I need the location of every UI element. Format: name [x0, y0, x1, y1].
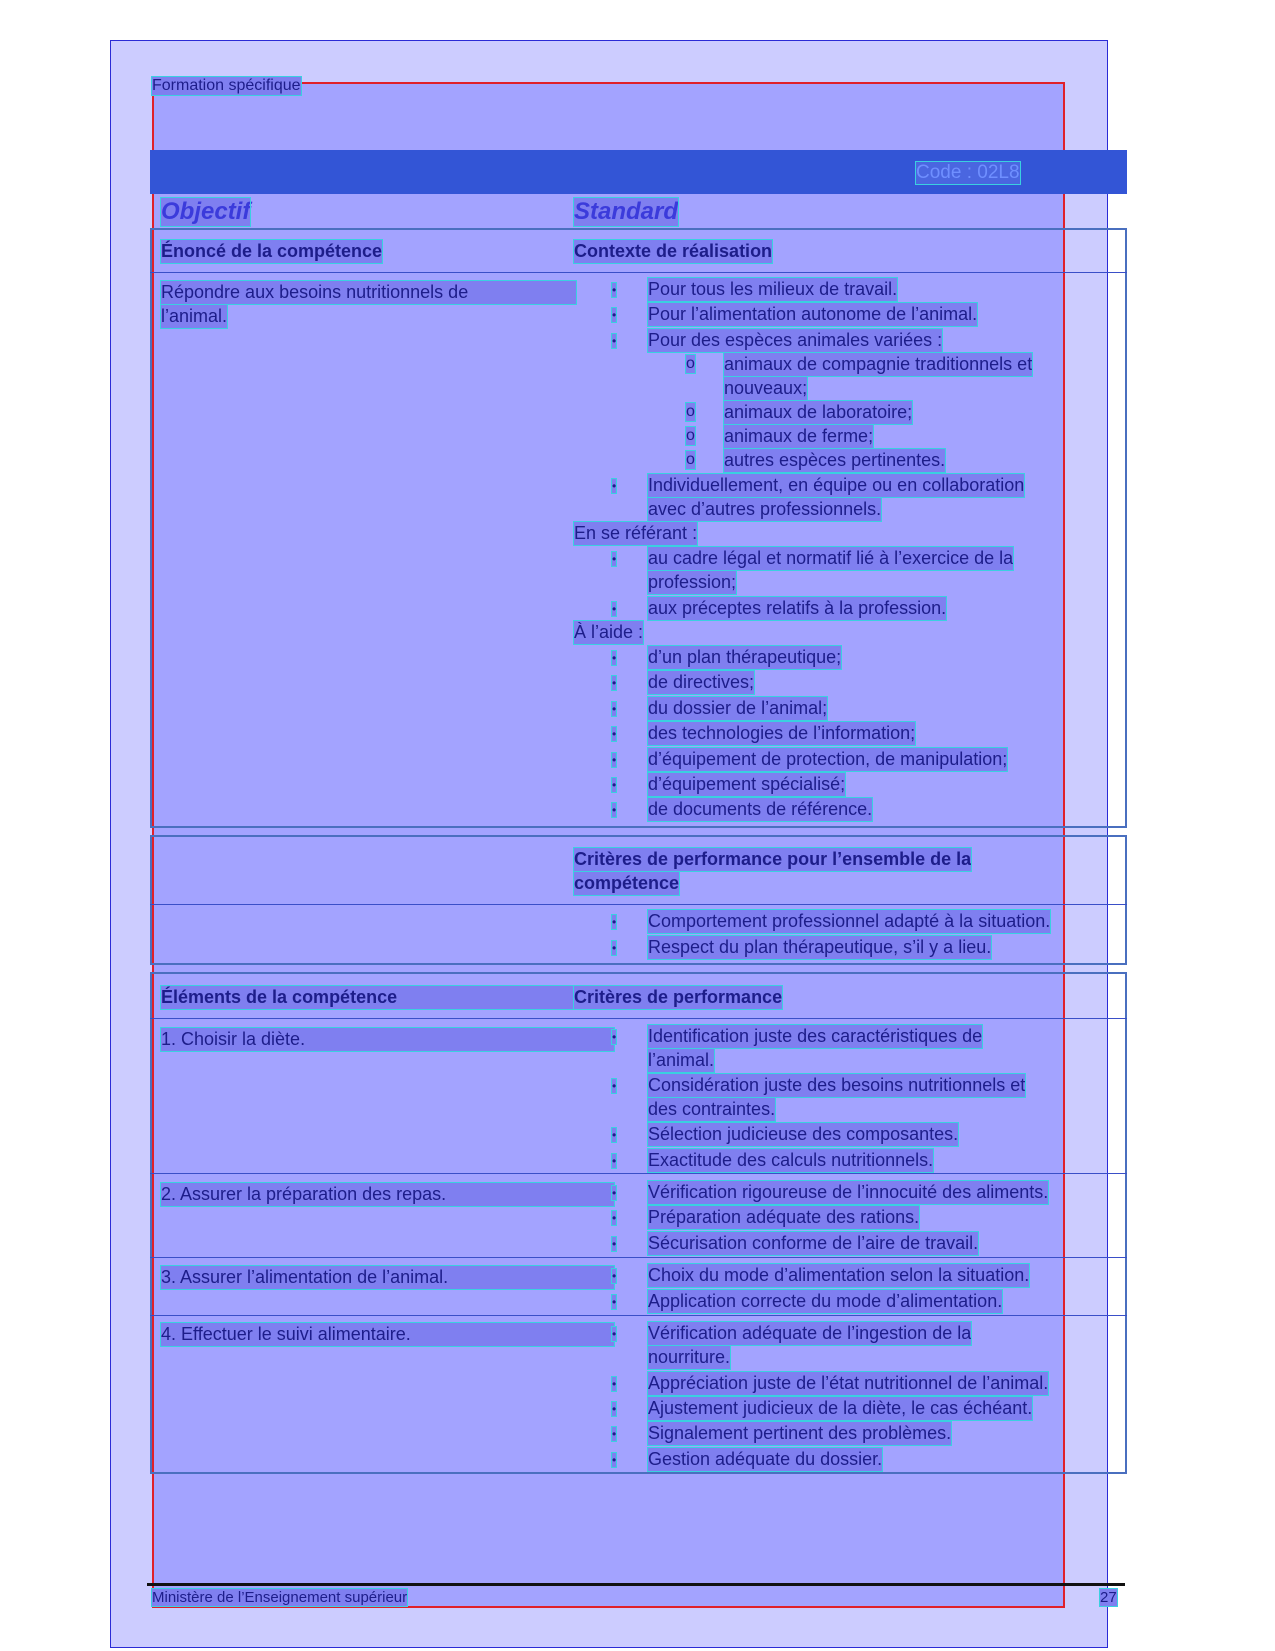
element-2-label: 2. Assurer la préparation des repas. [161, 1183, 614, 1206]
element-criterion-marker: • [612, 1128, 617, 1142]
element-criterion-marker: • [612, 1186, 617, 1200]
element-criterion-text: Gestion adéquate du dossier. [648, 1449, 883, 1469]
page-number: 27 [1100, 1589, 1117, 1606]
element-criterion-marker: • [612, 1079, 617, 1093]
context-item-text: d’un plan thérapeutique; [648, 647, 842, 667]
element-criterion-marker: • [612, 1269, 617, 1283]
context-item-text: des technologies de l’information; [648, 723, 916, 743]
context-item-marker: • [612, 308, 617, 322]
context-item-text: Individuellement, en équipe ou en collaboration [648, 475, 1025, 495]
global-criteria-heading-1: Critères de performance pour l’ensemble de la [574, 849, 972, 869]
context-item-marker: • [612, 778, 617, 792]
element-criterion-text: Considération juste des besoins nutritionnels et [648, 1075, 1026, 1095]
global-criteria-rule [150, 904, 1127, 905]
elements-header-rule [150, 1018, 1127, 1019]
context-item-marker: o [686, 451, 695, 468]
context-item-text: de documents de référence. [648, 799, 873, 819]
element-criterion-marker: • [612, 1402, 617, 1416]
element-criterion-text: Choix du mode d’alimentation selon la situation. [648, 1265, 1030, 1285]
context-item-marker: • [612, 651, 617, 665]
element-rule-1 [150, 1173, 1127, 1174]
element-criterion-text: Appréciation juste de l’état nutritionnel de l’animal. [648, 1373, 1049, 1393]
context-item-text: avec d’autres professionnels. [648, 499, 882, 519]
element-criterion-text: des contraintes. [648, 1099, 776, 1119]
context-item-text: aux préceptes relatifs à la profession. [648, 598, 947, 618]
element-3-label: 3. Assurer l’alimentation de l’animal. [161, 1266, 614, 1289]
context-item-text: En se référant : [574, 523, 698, 543]
context-item-marker: • [612, 552, 617, 566]
element-criterion-marker: • [612, 1237, 617, 1251]
element-criterion-text: Vérification adéquate de l’ingestion de la [648, 1323, 972, 1343]
statement-heading: Énoncé de la compétence [161, 241, 383, 261]
statement-line-2: l’animal. [161, 306, 228, 326]
context-item-text: animaux de laboratoire; [724, 402, 913, 422]
context-item-text: À l’aide : [574, 622, 644, 642]
element-criterion-text: Ajustement judicieux de la diète, le cas échéant. [648, 1398, 1033, 1418]
context-item-marker: • [612, 676, 617, 690]
global-criteria-heading-2: compétence [574, 873, 680, 893]
global-criterion-text: Respect du plan thérapeutique, s’il y a lieu. [648, 937, 992, 957]
context-item-text: Pour l’alimentation autonome de l’animal. [648, 304, 978, 324]
element-criterion-text: Application correcte du mode d’alimentation. [648, 1291, 1003, 1311]
element-1-label: 1. Choisir la diète. [161, 1028, 614, 1051]
element-criterion-marker: • [612, 1211, 617, 1225]
element-4-label: 4. Effectuer le suivi alimentaire. [161, 1323, 614, 1346]
element-criterion-marker: • [612, 1377, 617, 1391]
context-item-text: Pour tous les milieux de travail. [648, 279, 898, 299]
context-item-marker: • [612, 753, 617, 767]
element-criterion-marker: • [612, 1154, 617, 1168]
competence-header-rule [150, 272, 1127, 273]
global-criterion-marker: • [612, 915, 617, 929]
criteria-heading: Critères de performance [574, 987, 783, 1007]
element-criterion-text: Signalement pertinent des problèmes. [648, 1423, 952, 1443]
element-criterion-text: Vérification rigoureuse de l’innocuité des aliments. [648, 1182, 1049, 1202]
element-criterion-text: Préparation adéquate des rations. [648, 1207, 920, 1227]
header-title: Formation spécifique [152, 77, 301, 94]
context-item-text: animaux de compagnie traditionnels et [724, 354, 1033, 374]
context-item-marker: o [686, 427, 695, 444]
context-item-text: de directives; [648, 672, 755, 692]
element-criterion-text: Identification juste des caractéristiques de [648, 1026, 983, 1046]
footer-rule [147, 1583, 1125, 1586]
statement-line-1: Répondre aux besoins nutritionnels de [161, 281, 576, 304]
context-item-text: autres espèces pertinentes. [724, 450, 946, 470]
context-item-marker: • [612, 334, 617, 348]
element-criterion-marker: • [612, 1327, 617, 1341]
element-criterion-text: Exactitude des calculs nutritionnels. [648, 1150, 934, 1170]
element-rule-2 [150, 1257, 1127, 1258]
context-item-marker: • [612, 727, 617, 741]
context-item-text: du dossier de l’animal; [648, 698, 828, 718]
elements-heading: Éléments de la compétence [161, 986, 575, 1009]
context-item-text: au cadre légal et normatif lié à l’exercice de la [648, 548, 1014, 568]
context-item-text: d’équipement spécialisé; [648, 774, 846, 794]
element-rule-3 [150, 1315, 1127, 1316]
standard-title: Standard [574, 198, 679, 225]
element-criterion-text: l’animal. [648, 1050, 715, 1070]
context-item-marker: • [612, 602, 617, 616]
element-criterion-marker: • [612, 1427, 617, 1441]
context-item-marker: o [686, 355, 695, 372]
competence-code: Code : 02L8 [916, 162, 1020, 183]
objective-title: Objectif [161, 198, 251, 225]
element-criterion-text: Sécurisation conforme de l’aire de travail. [648, 1233, 979, 1253]
element-criterion-text: Sélection judicieuse des composantes. [648, 1124, 959, 1144]
context-item-text: nouveaux; [724, 378, 808, 398]
context-item-marker: • [612, 803, 617, 817]
global-criterion-marker: • [612, 941, 617, 955]
context-item-text: profession; [648, 572, 737, 592]
context-item-text: d’équipement de protection, de manipulation; [648, 749, 1008, 769]
footer-ministry: Ministère de l’Enseignement supérieur [152, 1589, 408, 1606]
element-criterion-marker: • [612, 1453, 617, 1467]
global-criterion-text: Comportement professionnel adapté à la situation. [648, 911, 1051, 931]
context-item-marker: • [612, 479, 617, 493]
context-item-marker: • [612, 283, 617, 297]
context-item-marker: • [612, 702, 617, 716]
context-heading: Contexte de réalisation [574, 241, 773, 261]
context-item-text: Pour des espèces animales variées : [648, 330, 943, 350]
element-criterion-text: nourriture. [648, 1347, 731, 1367]
context-item-marker: o [686, 403, 695, 420]
element-criterion-marker: • [612, 1030, 617, 1044]
element-criterion-marker: • [612, 1295, 617, 1309]
context-item-text: animaux de ferme; [724, 426, 874, 446]
